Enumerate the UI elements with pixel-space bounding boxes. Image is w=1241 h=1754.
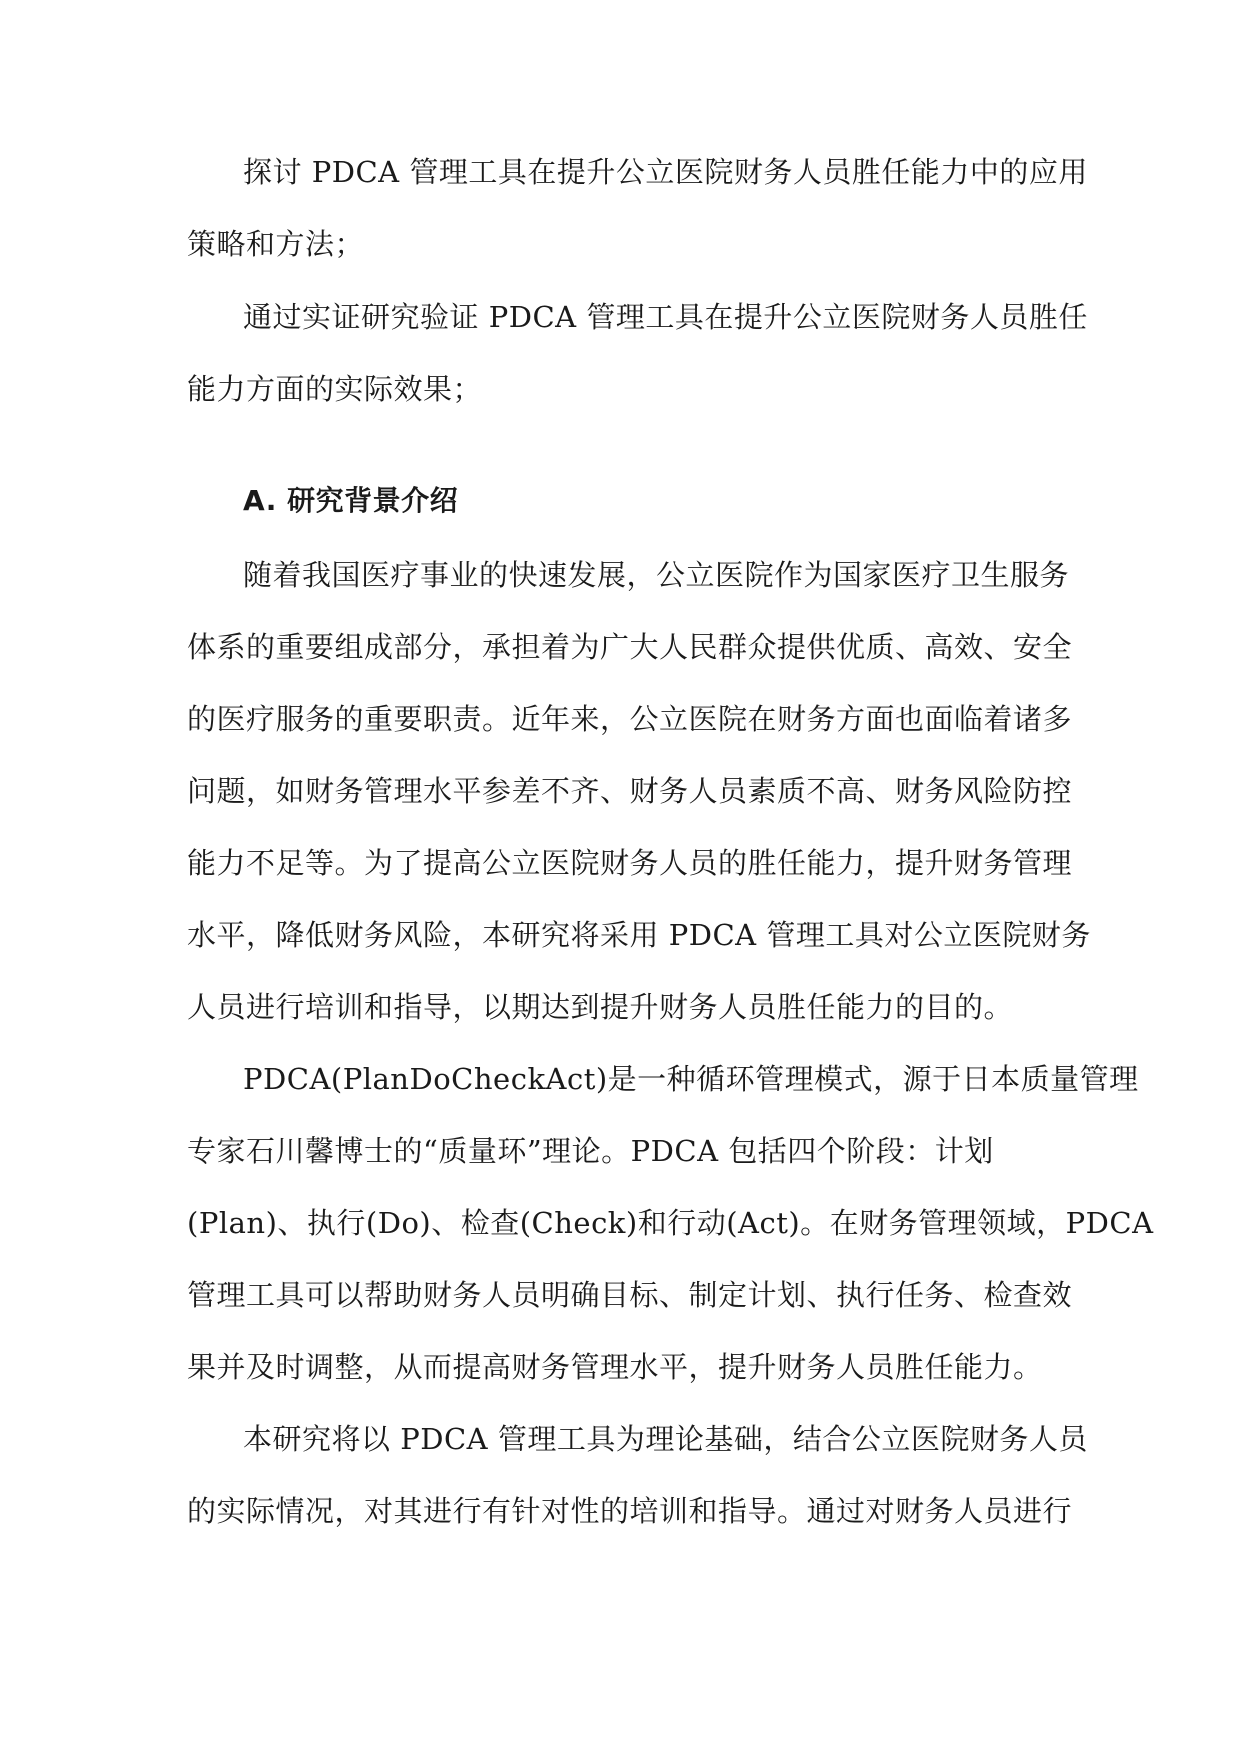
paragraph-line: 的实际情况，对其进行有针对性的培训和指导。通过对财务人员进行 — [187, 1494, 1073, 1528]
paragraph-line: 体系的重要组成部分，承担着为广大人民群众提供优质、高效、安全 — [187, 630, 1073, 664]
paragraph-line: 能力方面的实际效果； — [187, 372, 483, 406]
section-heading: A. 研究背景介绍 — [243, 484, 459, 517]
paragraph-line: 的医疗服务的重要职责。近年来，公立医院在财务方面也面临着诸多 — [187, 702, 1073, 736]
paragraph-line: 策略和方法； — [187, 227, 365, 261]
paragraph-line: 探讨 PDCA 管理工具在提升公立医院财务人员胜任能力中的应用 — [243, 155, 1088, 189]
paragraph-line: 水平，降低财务风险，本研究将采用 PDCA 管理工具对公立医院财务 — [187, 918, 1091, 952]
paragraph-line: 问题，如财务管理水平参差不齐、财务人员素质不高、财务风险防控 — [187, 774, 1073, 808]
paragraph-line: 人员进行培训和指导，以期达到提升财务人员胜任能力的目的。 — [187, 990, 1014, 1024]
paragraph-line: 果并及时调整，从而提高财务管理水平，提升财务人员胜任能力。 — [187, 1350, 1043, 1384]
paragraph-line: (Plan)、执行(Do)、检查(Check)和行动(Act)。在财务管理领域，PDCA — [187, 1206, 1154, 1240]
paragraph-line: 专家石川馨博士的“质量环”理论。PDCA 包括四个阶段：计划 — [187, 1134, 994, 1168]
paragraph-line: 通过实证研究验证 PDCA 管理工具在提升公立医院财务人员胜任 — [243, 300, 1088, 334]
paragraph-line: 本研究将以 PDCA 管理工具为理论基础，结合公立医院财务人员 — [243, 1422, 1088, 1456]
paragraph-line: PDCA(PlanDoCheckAct)是一种循环管理模式，源于日本质量管理 — [243, 1062, 1139, 1096]
paragraph-line: 管理工具可以帮助财务人员明确目标、制定计划、执行任务、检查效 — [187, 1278, 1073, 1312]
paragraph-line: 随着我国医疗事业的快速发展，公立医院作为国家医疗卫生服务 — [243, 558, 1070, 592]
paragraph-line: 能力不足等。为了提高公立医院财务人员的胜任能力，提升财务管理 — [187, 846, 1073, 880]
